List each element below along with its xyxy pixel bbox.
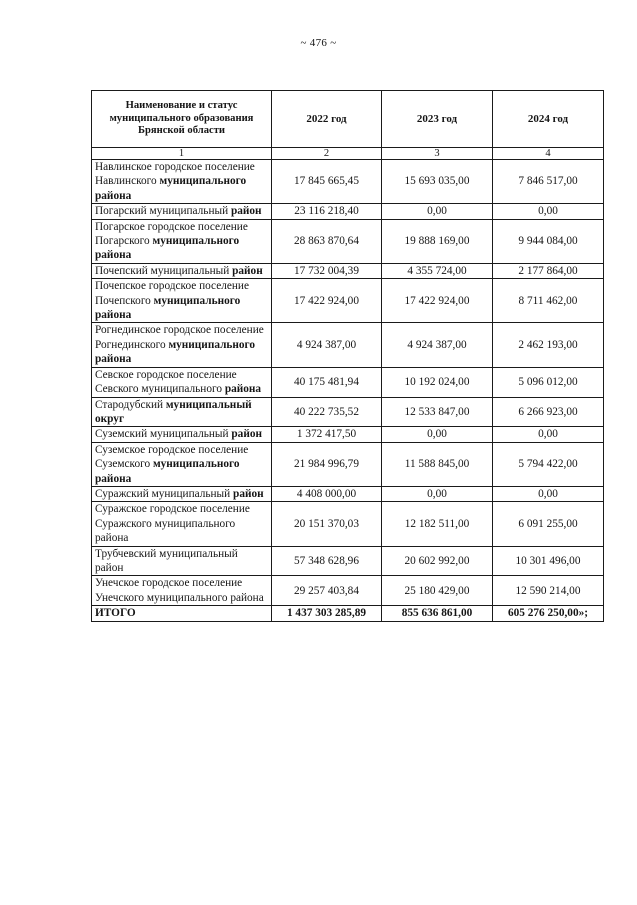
municipality-name-part: Почепский муниципальный xyxy=(95,264,233,277)
amount-2022: 17 845 665,45 xyxy=(272,160,382,204)
table-row xyxy=(92,546,604,576)
municipality-name xyxy=(92,427,272,442)
amount-2024: 0,00 xyxy=(493,486,604,501)
amount-2022: 4 924 387,00 xyxy=(272,323,382,367)
column-number: 4 xyxy=(493,148,604,160)
table-row xyxy=(92,204,604,219)
municipality-name xyxy=(92,367,272,397)
amount-2023: 12 182 511,00 xyxy=(382,502,493,546)
amount-2022: 4 408 000,00 xyxy=(272,486,382,501)
column-number: 2 xyxy=(272,148,382,160)
amount-2024: 5 794 422,00 xyxy=(493,442,604,486)
total-2024: 605 276 250,00»; xyxy=(493,606,604,622)
municipality-name xyxy=(92,279,272,323)
municipality-name-part: муниципального района xyxy=(95,294,241,322)
column-number-row xyxy=(92,148,604,160)
total-row xyxy=(92,606,604,622)
amount-2024: 12 590 214,00 xyxy=(493,576,604,606)
municipality-name xyxy=(92,160,272,204)
amount-2023: 10 192 024,00 xyxy=(382,367,493,397)
municipality-name-part: район xyxy=(230,205,262,218)
amount-2022: 40 175 481,94 xyxy=(272,367,382,397)
municipality-name xyxy=(92,219,272,263)
table-row xyxy=(92,160,604,204)
amount-2024: 10 301 496,00 xyxy=(493,546,604,576)
header-2024: 2024 год xyxy=(493,91,604,148)
municipality-name-part: района xyxy=(224,383,262,396)
amount-2023: 20 602 992,00 xyxy=(382,546,493,576)
municipality-name xyxy=(92,546,272,576)
municipality-name-part: Навлинское городское поселение Навлинского xyxy=(95,161,255,188)
amount-2022: 21 984 996,79 xyxy=(272,442,382,486)
amount-2023: 4 355 724,00 xyxy=(382,263,493,278)
municipality-name-part: Рогнединское городское поселение Рогнединского xyxy=(95,324,264,351)
municipality-name-part: район xyxy=(233,487,264,500)
table-row xyxy=(92,263,604,278)
amount-2024: 0,00 xyxy=(493,427,604,442)
municipality-name-part: Трубчевский муниципальный район xyxy=(95,547,238,574)
municipality-name-part: Севское городское поселение Севского муниципального xyxy=(95,368,237,396)
header-2023: 2023 год xyxy=(382,91,493,148)
table-row xyxy=(92,576,604,606)
municipality-name-part: Стародубский xyxy=(95,398,166,411)
table-row xyxy=(92,427,604,442)
municipality-name-part: муниципального района xyxy=(95,338,256,366)
amount-2024: 7 846 517,00 xyxy=(493,160,604,204)
table-row xyxy=(92,397,604,427)
municipality-name xyxy=(92,502,272,546)
table-row xyxy=(92,367,604,397)
amount-2023: 0,00 xyxy=(382,427,493,442)
municipality-name xyxy=(92,486,272,501)
municipality-name-part: район xyxy=(232,264,263,277)
amount-2023: 15 693 035,00 xyxy=(382,160,493,204)
amount-2024: 6 266 923,00 xyxy=(493,397,604,427)
municipality-name-part: район xyxy=(231,428,262,441)
amount-2022: 28 863 870,64 xyxy=(272,219,382,263)
municipality-name-part: Погарское городское поселение Погарского xyxy=(95,220,248,248)
table-row xyxy=(92,279,604,323)
page-number: ~ 476 ~ xyxy=(300,37,337,49)
municipality-name-part: муниципального района xyxy=(95,458,240,485)
total-label: ИТОГО xyxy=(92,606,272,622)
municipality-name xyxy=(92,397,272,427)
amount-2024: 2 177 864,00 xyxy=(493,263,604,278)
amount-2023: 0,00 xyxy=(382,204,493,219)
amount-2024: 6 091 255,00 xyxy=(493,502,604,546)
amount-2022: 23 116 218,40 xyxy=(272,204,382,219)
amount-2022: 29 257 403,84 xyxy=(272,576,382,606)
amount-2023: 19 888 169,00 xyxy=(382,219,493,263)
amount-2023: 11 588 845,00 xyxy=(382,442,493,486)
header-2022: 2022 год xyxy=(272,91,382,148)
amount-2023: 25 180 429,00 xyxy=(382,576,493,606)
municipality-name xyxy=(92,323,272,367)
amount-2023: 4 924 387,00 xyxy=(382,323,493,367)
municipality-name-part: муниципального района xyxy=(95,235,240,262)
table-row xyxy=(92,219,604,263)
amount-2023: 0,00 xyxy=(382,486,493,501)
amount-2024: 9 944 084,00 xyxy=(493,219,604,263)
table-body xyxy=(92,160,604,606)
amount-2023: 17 422 924,00 xyxy=(382,279,493,323)
amount-2022: 20 151 370,03 xyxy=(272,502,382,546)
municipality-name-part: Унечское городское поселение Унечского муниципального района xyxy=(95,577,264,604)
amount-2024: 5 096 012,00 xyxy=(493,367,604,397)
amount-2024: 0,00 xyxy=(493,204,604,219)
municipality-name xyxy=(92,204,272,219)
amount-2022: 57 348 628,96 xyxy=(272,546,382,576)
amount-2022: 17 422 924,00 xyxy=(272,279,382,323)
table-row xyxy=(92,323,604,367)
total-2023: 855 636 861,00 xyxy=(382,606,493,622)
amount-2023: 12 533 847,00 xyxy=(382,397,493,427)
header-name: Наименование и статус муниципального образования Брянской области xyxy=(92,91,272,148)
budget-table xyxy=(91,90,604,622)
municipality-name-part: Суземское городское поселение Суземского xyxy=(95,443,249,471)
amount-2022: 1 372 417,50 xyxy=(272,427,382,442)
municipality-name-part: Суземский муниципальный xyxy=(95,428,232,441)
column-number: 1 xyxy=(92,148,272,160)
municipality-name-part: Почепское городское поселение Почепского xyxy=(95,280,249,307)
amount-2022: 17 732 004,39 xyxy=(272,263,382,278)
municipality-name xyxy=(92,576,272,606)
municipality-name-part: Суражское городское поселение Суражского муниципального района xyxy=(95,503,250,545)
total-2022: 1 437 303 285,89 xyxy=(272,606,382,622)
header-row xyxy=(92,91,604,148)
municipality-name-part: Суражский муниципальный xyxy=(95,487,234,500)
column-number: 3 xyxy=(382,148,493,160)
municipality-name xyxy=(92,442,272,486)
table-row xyxy=(92,502,604,546)
municipality-name-part: муниципальный округ xyxy=(95,398,252,425)
municipality-name-part: Погарский муниципальный xyxy=(95,205,231,218)
table-row xyxy=(92,442,604,486)
table-row xyxy=(92,486,604,501)
municipality-name-part: муниципального района xyxy=(95,175,247,202)
amount-2024: 2 462 193,00 xyxy=(493,323,604,367)
amount-2024: 8 711 462,00 xyxy=(493,279,604,323)
municipality-name xyxy=(92,263,272,278)
amount-2022: 40 222 735,52 xyxy=(272,397,382,427)
